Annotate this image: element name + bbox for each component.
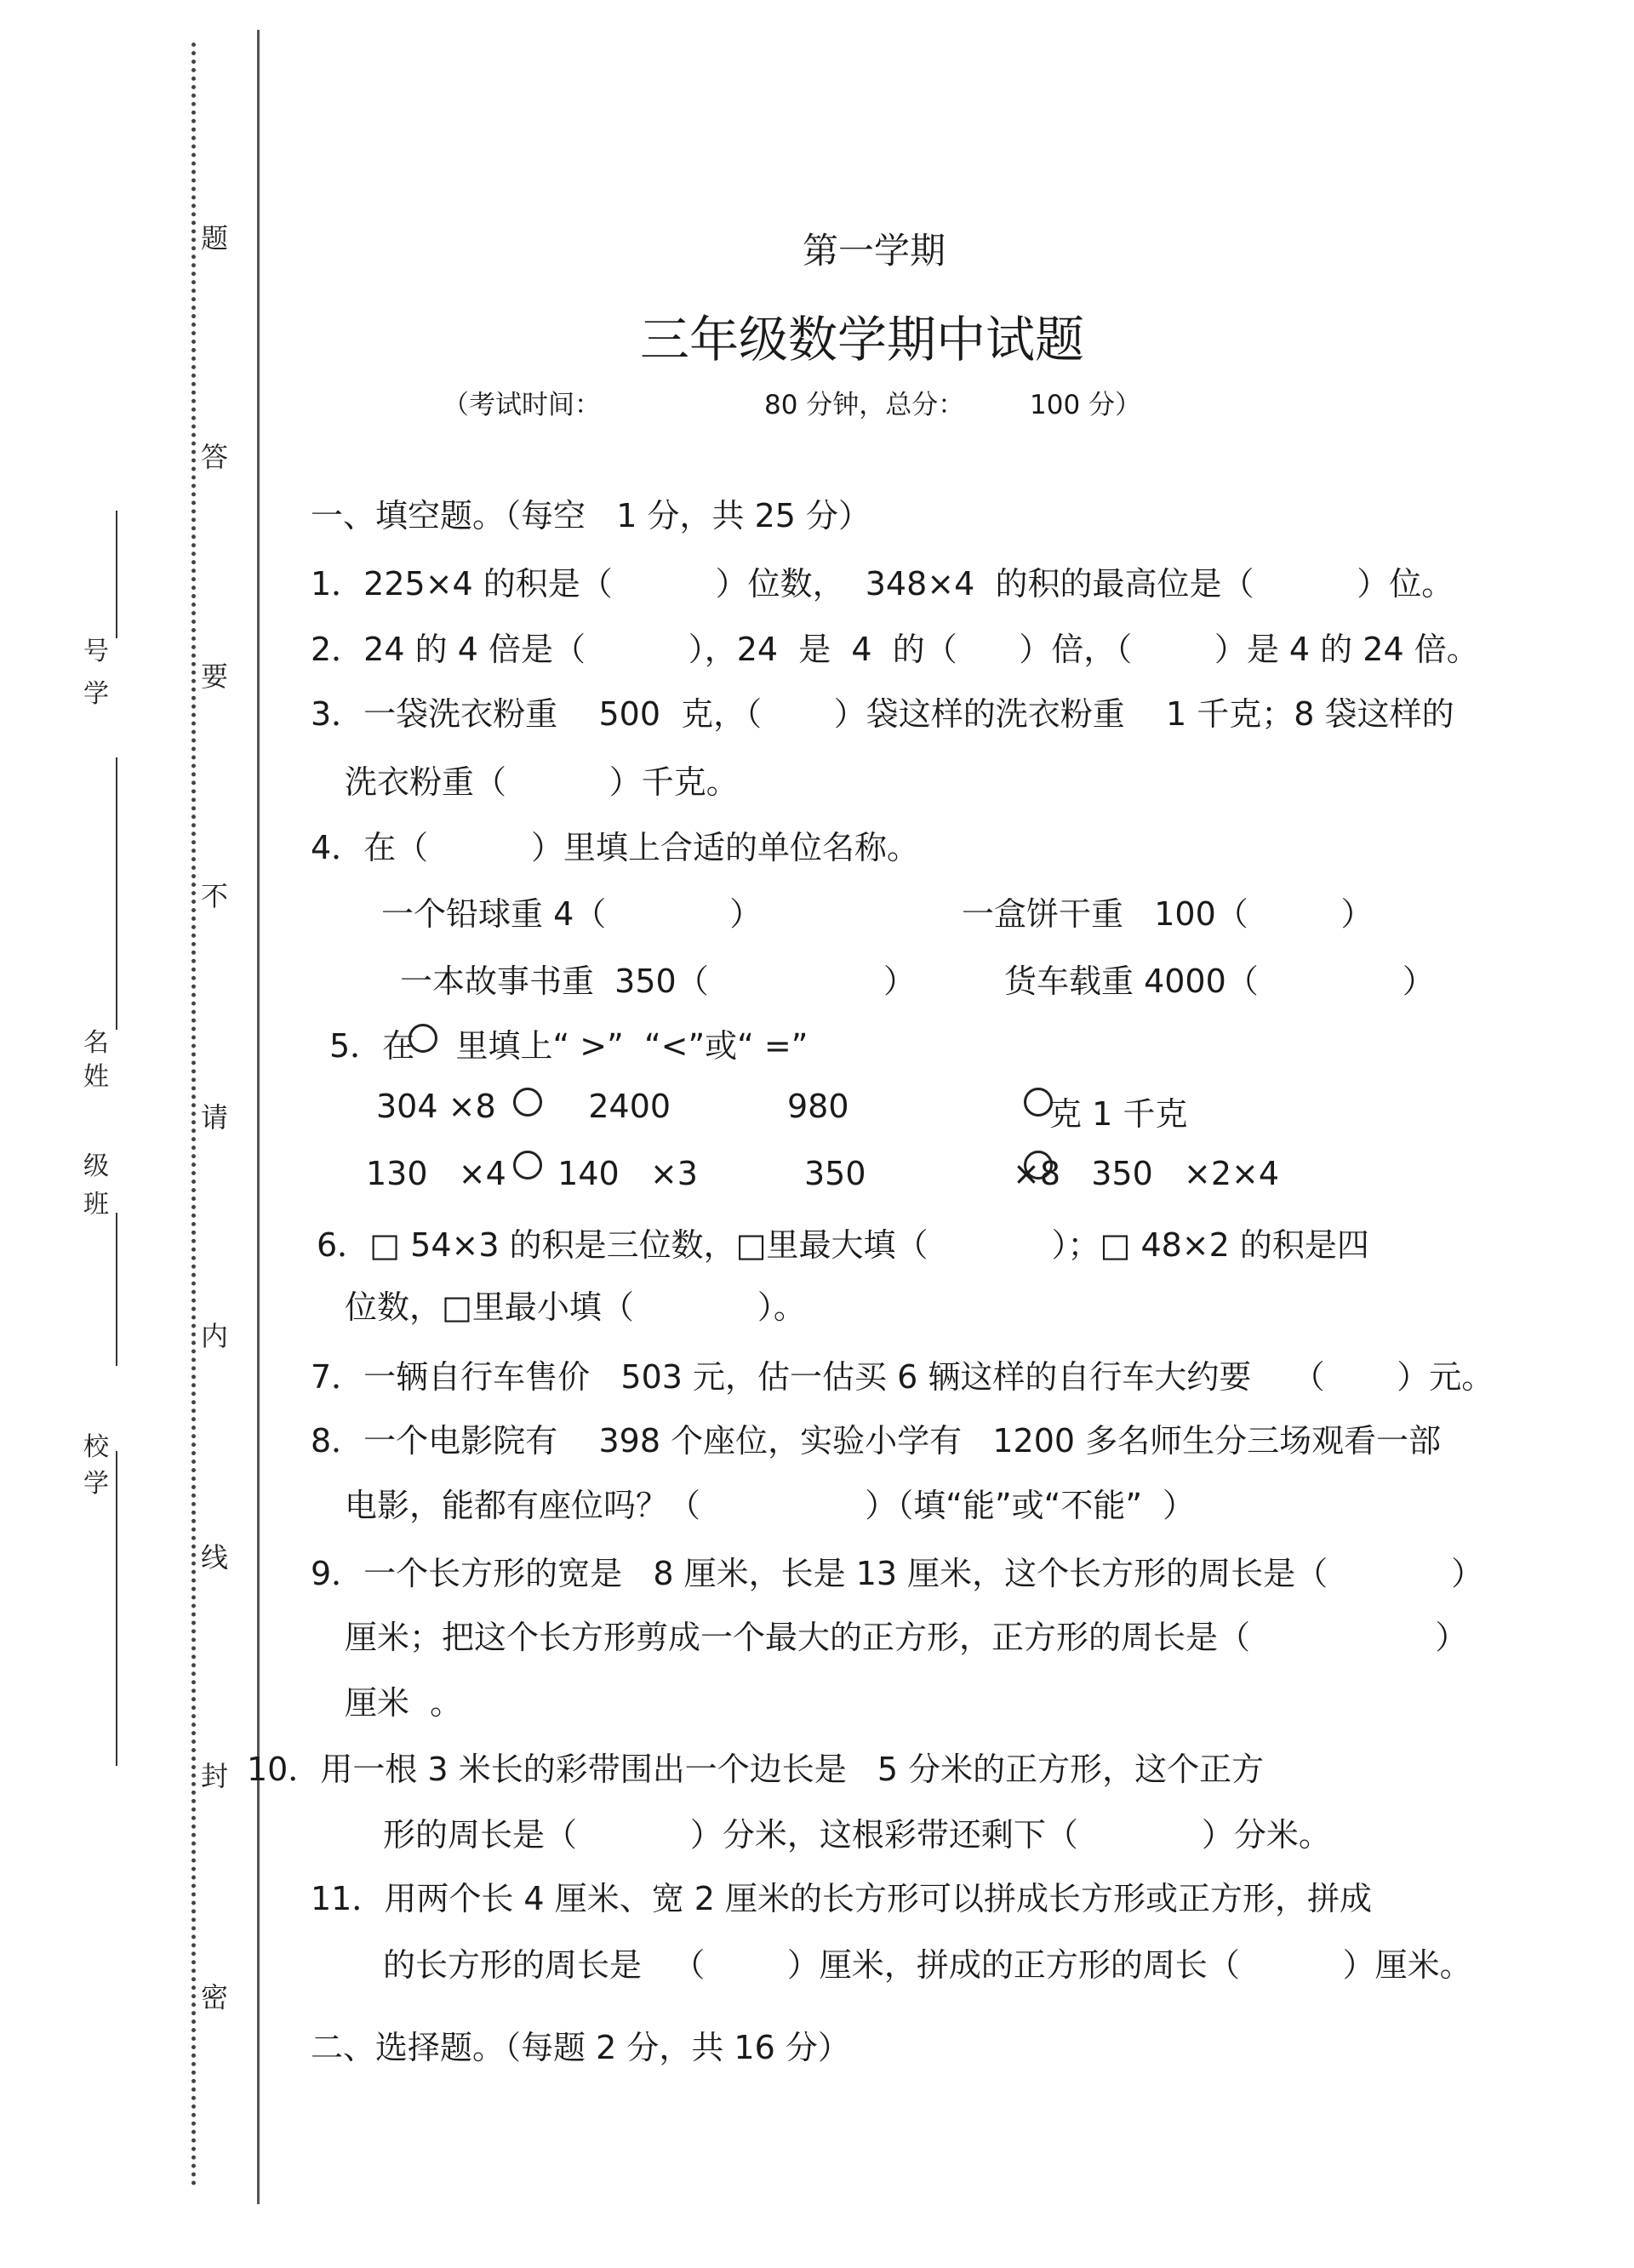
exam-title: 三年级数学期中试题 (640, 311, 1085, 368)
seal-char: 要 (201, 660, 229, 693)
seal-char: 密 (201, 1981, 229, 2014)
question-line: 形的周长是（ ）分米，这根彩带还剩下（ ）分米。 (383, 1816, 1331, 1854)
question-line: 电影，能都有座位吗？（ ）（填“能”或“不能” ） (345, 1487, 1196, 1524)
seal-char: 不 (201, 880, 229, 912)
exam-info-mid: 80 分钟，总分： (764, 390, 965, 420)
field-line (116, 1213, 117, 1366)
exam-info-left: （考试时间： (443, 390, 601, 420)
info-char: 名 (83, 1028, 109, 1058)
question-line: 位数，□里最小填（ ）。 (345, 1288, 806, 1326)
field-line (116, 511, 117, 638)
question-line: 一个铅球重 4（ ） (381, 895, 763, 933)
question-line: 350 (804, 1155, 866, 1192)
compare-circle[interactable] (1024, 1088, 1053, 1117)
compare-circle[interactable] (513, 1151, 542, 1180)
question-line: ×8 350 ×2×4 (1013, 1155, 1280, 1192)
question-line: 2．24 的 4 倍是（ ），24 是 4 的（ ）倍，（ ）是 4 的 24 倍。 (311, 631, 1479, 668)
question-line: 304 ×8 2400 (376, 1088, 671, 1125)
question-line: 一盒饼干重 100（ ） (962, 895, 1374, 933)
question-line: 1．225×4 的积是（ ）位数， 348×4 的积的最高位是（ ）位。 (311, 565, 1454, 603)
section-heading: 一、填空题。（每空 1 分，共 25 分） (311, 497, 871, 534)
question-line: 4．在（ ）里填上合适的单位名称。 (311, 829, 919, 866)
question-line: 7．一辆自行车售价 503 元，估一估买 6 辆这样的自行车大约要 （ ）元。 (311, 1358, 1494, 1396)
seal-char: 线 (201, 1541, 229, 1574)
binding-solid-line (257, 30, 260, 2204)
question-line: 10．用一根 3 米长的彩带围出一个边长是 5 分米的正方形，这个正方 (247, 1751, 1265, 1788)
field-line (116, 757, 117, 1030)
question-line: 3．一袋洗衣粉重 500 克，（ ）袋这样的洗衣粉重 1 千克；8 袋这样的 (311, 695, 1454, 733)
compare-circle[interactable] (513, 1088, 542, 1117)
exam-info-right: 100 分） (1030, 390, 1142, 420)
question-line: 6．□ 54×3 的积是三位数，□里最大填（ ）；□ 48×2 的积是四 (317, 1226, 1369, 1264)
seal-char: 题 (201, 222, 229, 254)
seal-char: 请 (201, 1101, 229, 1134)
question-line: 9．一个长方形的宽是 8 厘米，长是 13 厘米，这个长方形的周长是（ ） (311, 1555, 1484, 1592)
question-line: 的长方形的周长是 （ ）厘米，拼成的正方形的周长（ ）厘米。 (383, 1946, 1472, 1984)
question-line: 11．用两个长 4 厘米、宽 2 厘米的长方形可以拼成长方形或正方形，拼成 (311, 1880, 1373, 1917)
question-line: 洗衣粉重（ ）千克。 (345, 763, 739, 801)
seal-char: 内 (201, 1320, 229, 1352)
info-char: 学 (83, 679, 109, 709)
question-line: 5．在 里填上“ >” “<”或“ =” (329, 1027, 808, 1065)
info-char: 级 (83, 1151, 109, 1181)
question-line: 8．一个电影院有 398 个座位，实验小学有 1200 多名师生分三场观看一部 (311, 1422, 1442, 1460)
exam-term: 第一学期 (803, 230, 946, 271)
section-heading: 二、选择题。（每题 2 分，共 16 分） (311, 2029, 850, 2066)
info-char: 姓 (83, 1062, 109, 1092)
compare-circle (408, 1024, 437, 1053)
field-line (116, 1451, 117, 1766)
question-line: 克 1 千克 (1049, 1095, 1188, 1133)
question-line: 厘米 。 (345, 1684, 463, 1722)
question-line: 一本故事书重 350（ ） (400, 963, 917, 1000)
info-char: 班 (83, 1190, 109, 1220)
question-line: 130 ×4 140 ×3 (366, 1155, 698, 1192)
info-char: 号 (83, 637, 109, 666)
question-line: 980 (787, 1088, 849, 1125)
question-line: 货车载重 4000（ ） (1004, 963, 1435, 1000)
seal-char: 答 (201, 441, 229, 473)
info-char: 学 (83, 1469, 109, 1499)
binding-dotted-line (191, 43, 196, 2187)
question-line: 厘米；把这个长方形剪成一个最大的正方形，正方形的周长是（ ） (345, 1619, 1468, 1656)
seal-char: 封 (201, 1760, 229, 1792)
info-char: 校 (83, 1432, 109, 1462)
